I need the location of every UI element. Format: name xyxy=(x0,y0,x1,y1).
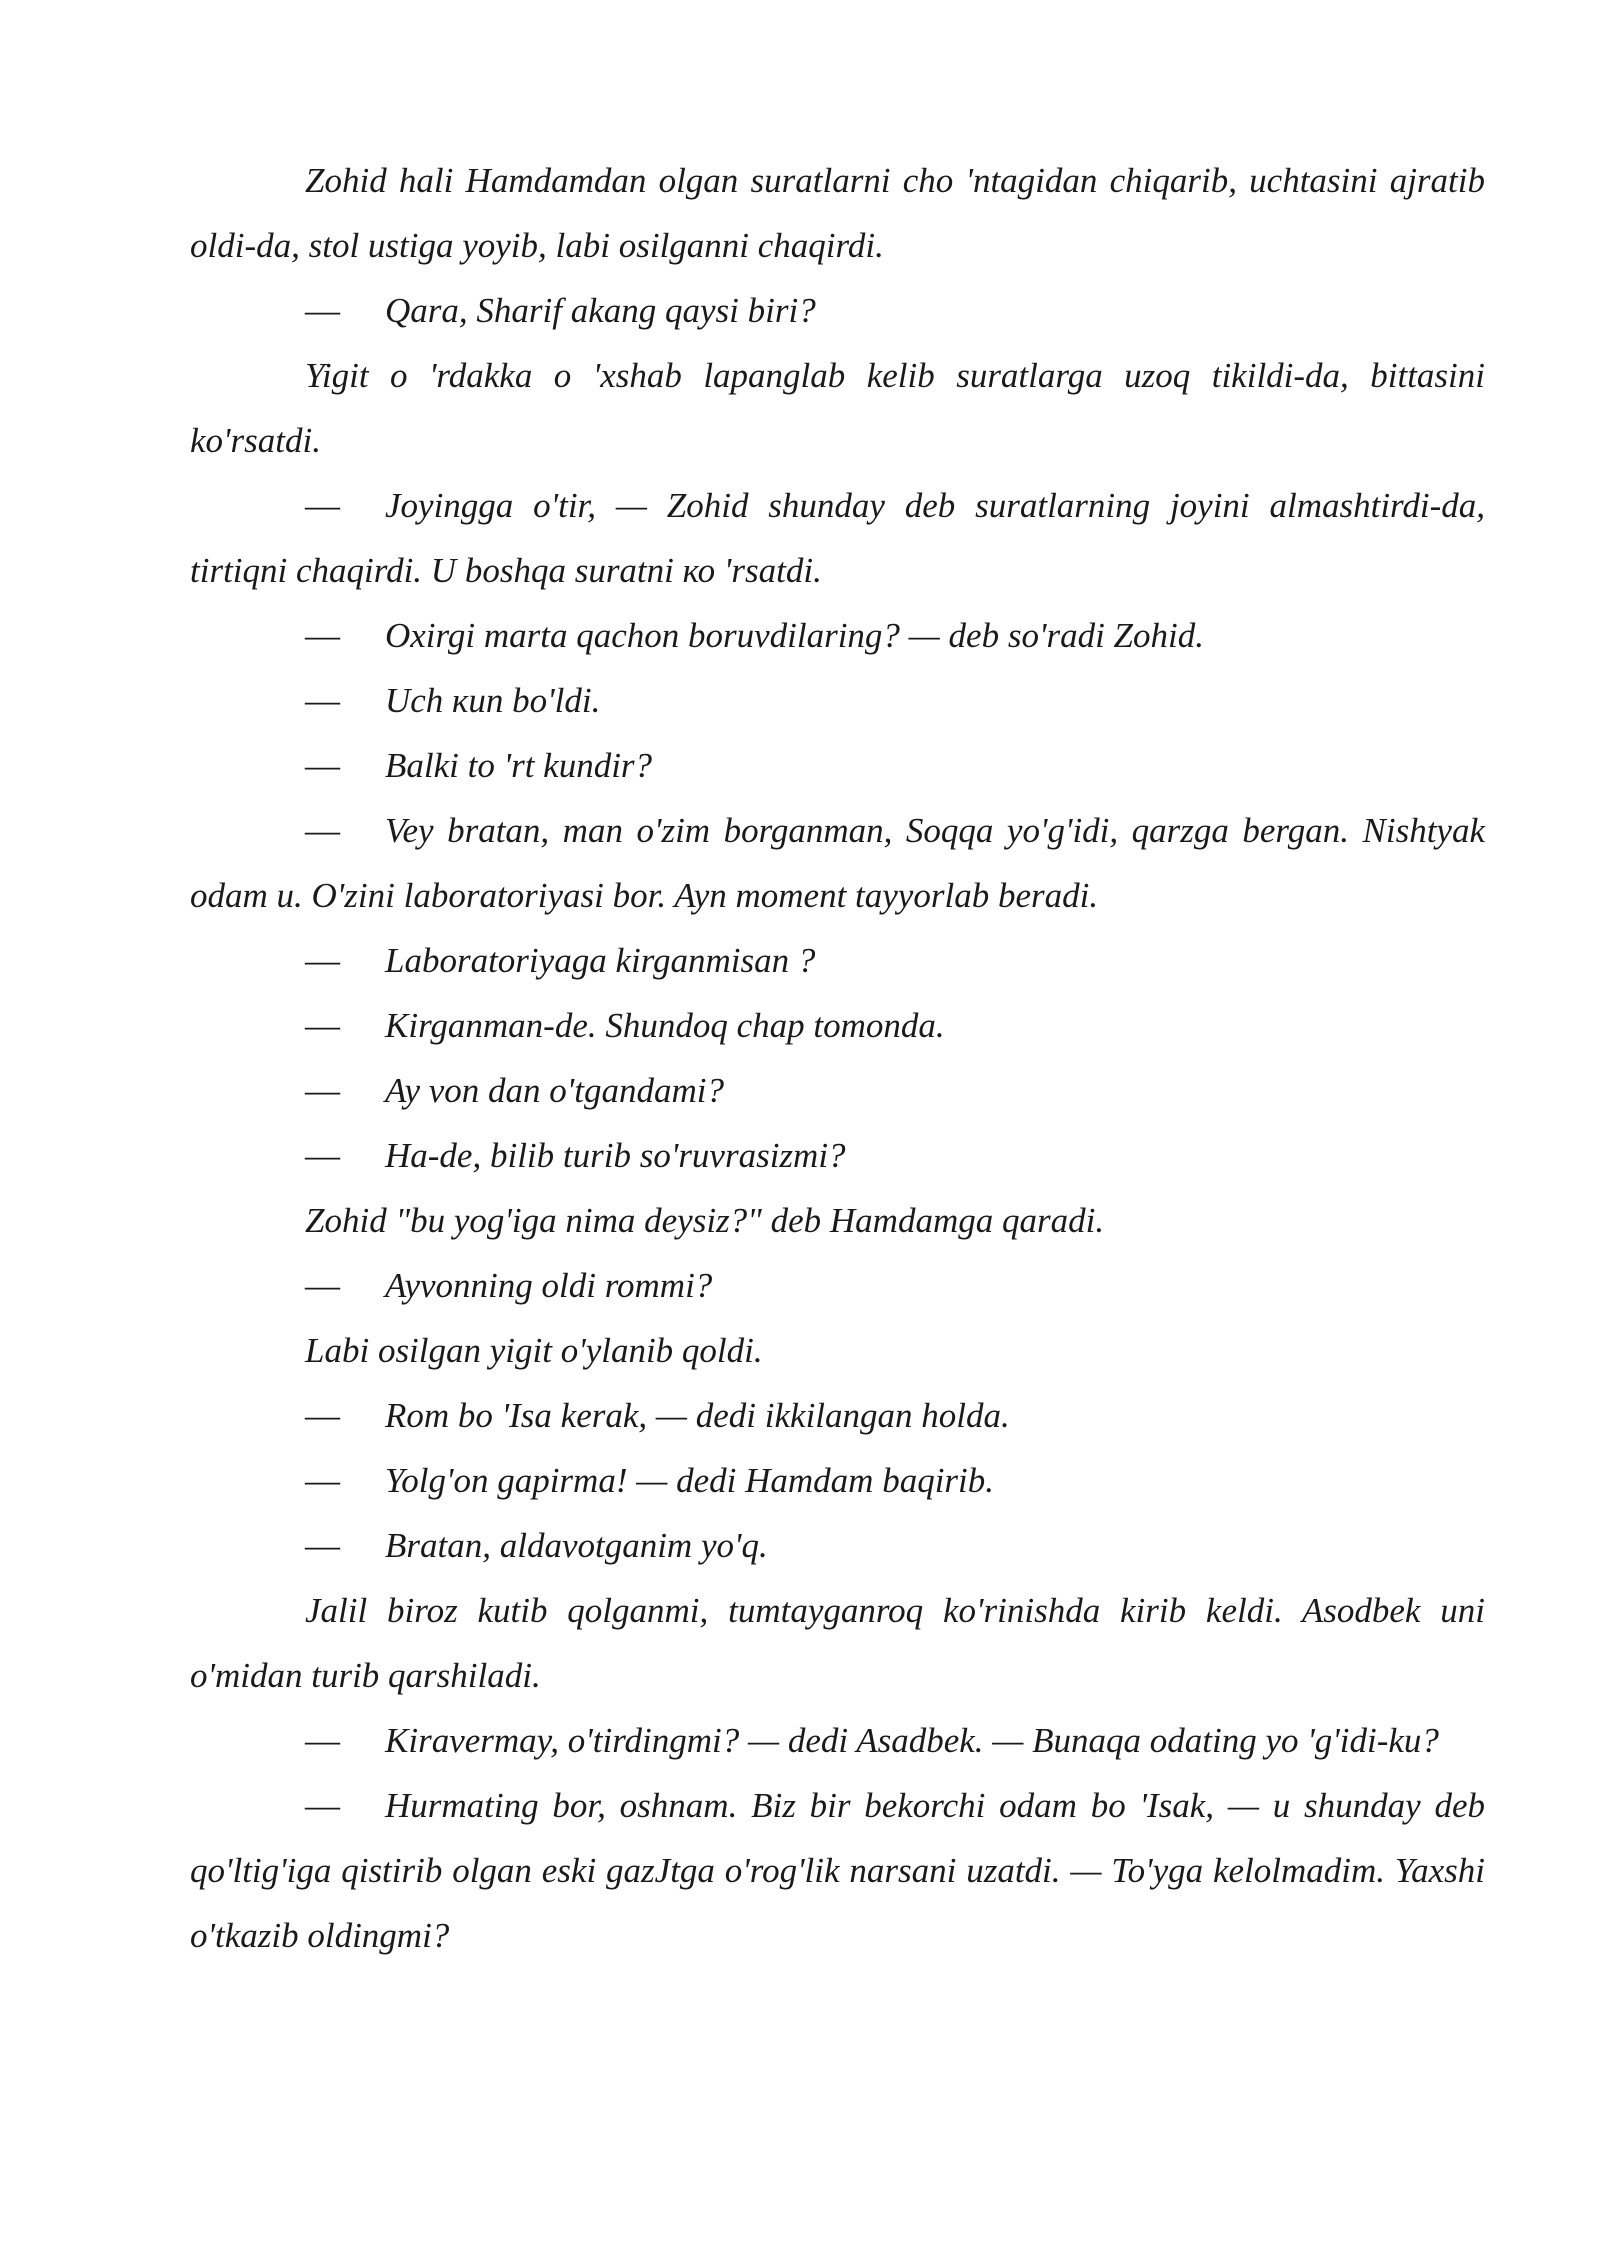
dialogue-text: Vey bratan, man o'zim borganman, Soqqa yo'g'idi, qarzga bergan. Nishtyak odam u. O'zini laboratoriyasi bor. Ayn moment tayyorlab beradi. xyxy=(190,811,1485,915)
paragraph xyxy=(190,1188,1485,1253)
dialogue-dash: — xyxy=(305,1071,340,1110)
dialogue-dash: — xyxy=(305,291,340,330)
dialogue-text: Ay von dan o'tgandami? xyxy=(385,1071,724,1110)
dialogue-text: Bratan, aldavotganim yo'q. xyxy=(385,1526,768,1565)
paragraph-text: Labi osilgan yigit o'ylanib qoldi. xyxy=(305,1331,763,1370)
paragraph xyxy=(190,343,1485,473)
dialogue-text: Joyingga o'tir, — Zohid shunday deb suratlarning joyini almashtirdi-da, tirtiqni chaqirdi. U boshqa suratni ко 'rsatdi. xyxy=(190,486,1485,590)
dialogue-text: Ha-de, bilib turib so'ruvrasizmi? xyxy=(385,1136,846,1175)
dialogue-line xyxy=(190,668,1485,733)
dialogue-dash: — xyxy=(305,941,340,980)
dialogue-text: Kirganman-de. Shundoq chap tomonda. xyxy=(385,1006,945,1045)
dialogue-line xyxy=(190,473,1485,603)
dialogue-dash: — xyxy=(305,1396,340,1435)
dialogue-line xyxy=(190,1058,1485,1123)
dialogue-dash: — xyxy=(305,486,340,525)
dialogue-text: Oxirgi marta qachon boruvdilaring? — deb so'radi Zohid. xyxy=(385,616,1204,655)
dialogue-line xyxy=(190,1448,1485,1513)
dialogue-line xyxy=(190,278,1485,343)
paragraph xyxy=(190,148,1485,278)
paragraph xyxy=(190,1578,1485,1708)
dialogue-dash: — xyxy=(305,1136,340,1175)
dialogue-line xyxy=(190,1253,1485,1318)
dialogue-dash: — xyxy=(305,1526,340,1565)
dialogue-line xyxy=(190,993,1485,1058)
dialogue-line xyxy=(190,928,1485,993)
dialogue-text: Balki to 'rt kundir? xyxy=(385,746,653,785)
dialogue-dash: — xyxy=(305,811,340,850)
paragraph xyxy=(190,1318,1485,1383)
dialogue-dash: — xyxy=(305,616,340,655)
dialogue-text: Qara, Sharif akang qaysi biri? xyxy=(385,291,816,330)
dialogue-line xyxy=(190,1383,1485,1448)
dialogue-text: Rom bo 'Isa kerak, — dedi ikkilangan holda. xyxy=(385,1396,1010,1435)
dialogue-line xyxy=(190,733,1485,798)
dialogue-dash: — xyxy=(305,1721,340,1760)
document-page xyxy=(190,148,1485,1968)
dialogue-line xyxy=(190,1123,1485,1188)
paragraph-text: Zohid "bu yog'iga nima deysiz?" deb Hamdamga qaradi. xyxy=(305,1201,1105,1240)
dialogue-text: Uch кun bo'ldi. xyxy=(385,681,601,720)
dialogue-dash: — xyxy=(305,681,340,720)
dialogue-text: Kiravermay, o'tirdingmi? — dedi Asadbek. — Bunaqa odating yo 'g'idi-ku? xyxy=(385,1721,1439,1760)
dialogue-text: Hurmating bor, oshnam. Biz bir bekorchi odam bo 'Isak, — u shunday deb qo'ltig'iga qistirib olgan eski gazJtga o'rog'lik narsani uzatdi. — To'yga kelolmadim. Yaxshi o'tkazib oldingmi? xyxy=(190,1786,1485,1955)
dialogue-line xyxy=(190,1513,1485,1578)
dialogue-dash: — xyxy=(305,1461,340,1500)
dialogue-dash: — xyxy=(305,1266,340,1305)
dialogue-text: Yolg'on gapirma! — dedi Hamdam baqirib. xyxy=(385,1461,995,1500)
dialogue-text: Laboratoriyaga kirganmisan ? xyxy=(385,941,816,980)
dialogue-text: Ayvonning oldi rommi? xyxy=(385,1266,713,1305)
dialogue-line xyxy=(190,1708,1485,1773)
dialogue-dash: — xyxy=(305,746,340,785)
paragraph-text: Yigit o 'rdakka o 'xshab lapanglab kelib suratlarga uzoq tikildi-da, bittasini ko'rsatdi. xyxy=(190,356,1485,460)
dialogue-line xyxy=(190,798,1485,928)
dialogue-line xyxy=(190,603,1485,668)
dialogue-line xyxy=(190,1773,1485,1968)
paragraph-text: Zohid hali Hamdamdan olgan suratlarni cho 'ntagidan chiqarib, uchtasini ajratib oldi-da, stol ustiga yoyib, labi osilganni chaqirdi. xyxy=(190,161,1485,265)
dialogue-dash: — xyxy=(305,1786,340,1825)
dialogue-dash: — xyxy=(305,1006,340,1045)
paragraph-text: Jalil biroz kutib qolganmi, tumtayganroq ko'rinishda kirib keldi. Asodbek uni o'midan turib qarshiladi. xyxy=(190,1591,1485,1695)
